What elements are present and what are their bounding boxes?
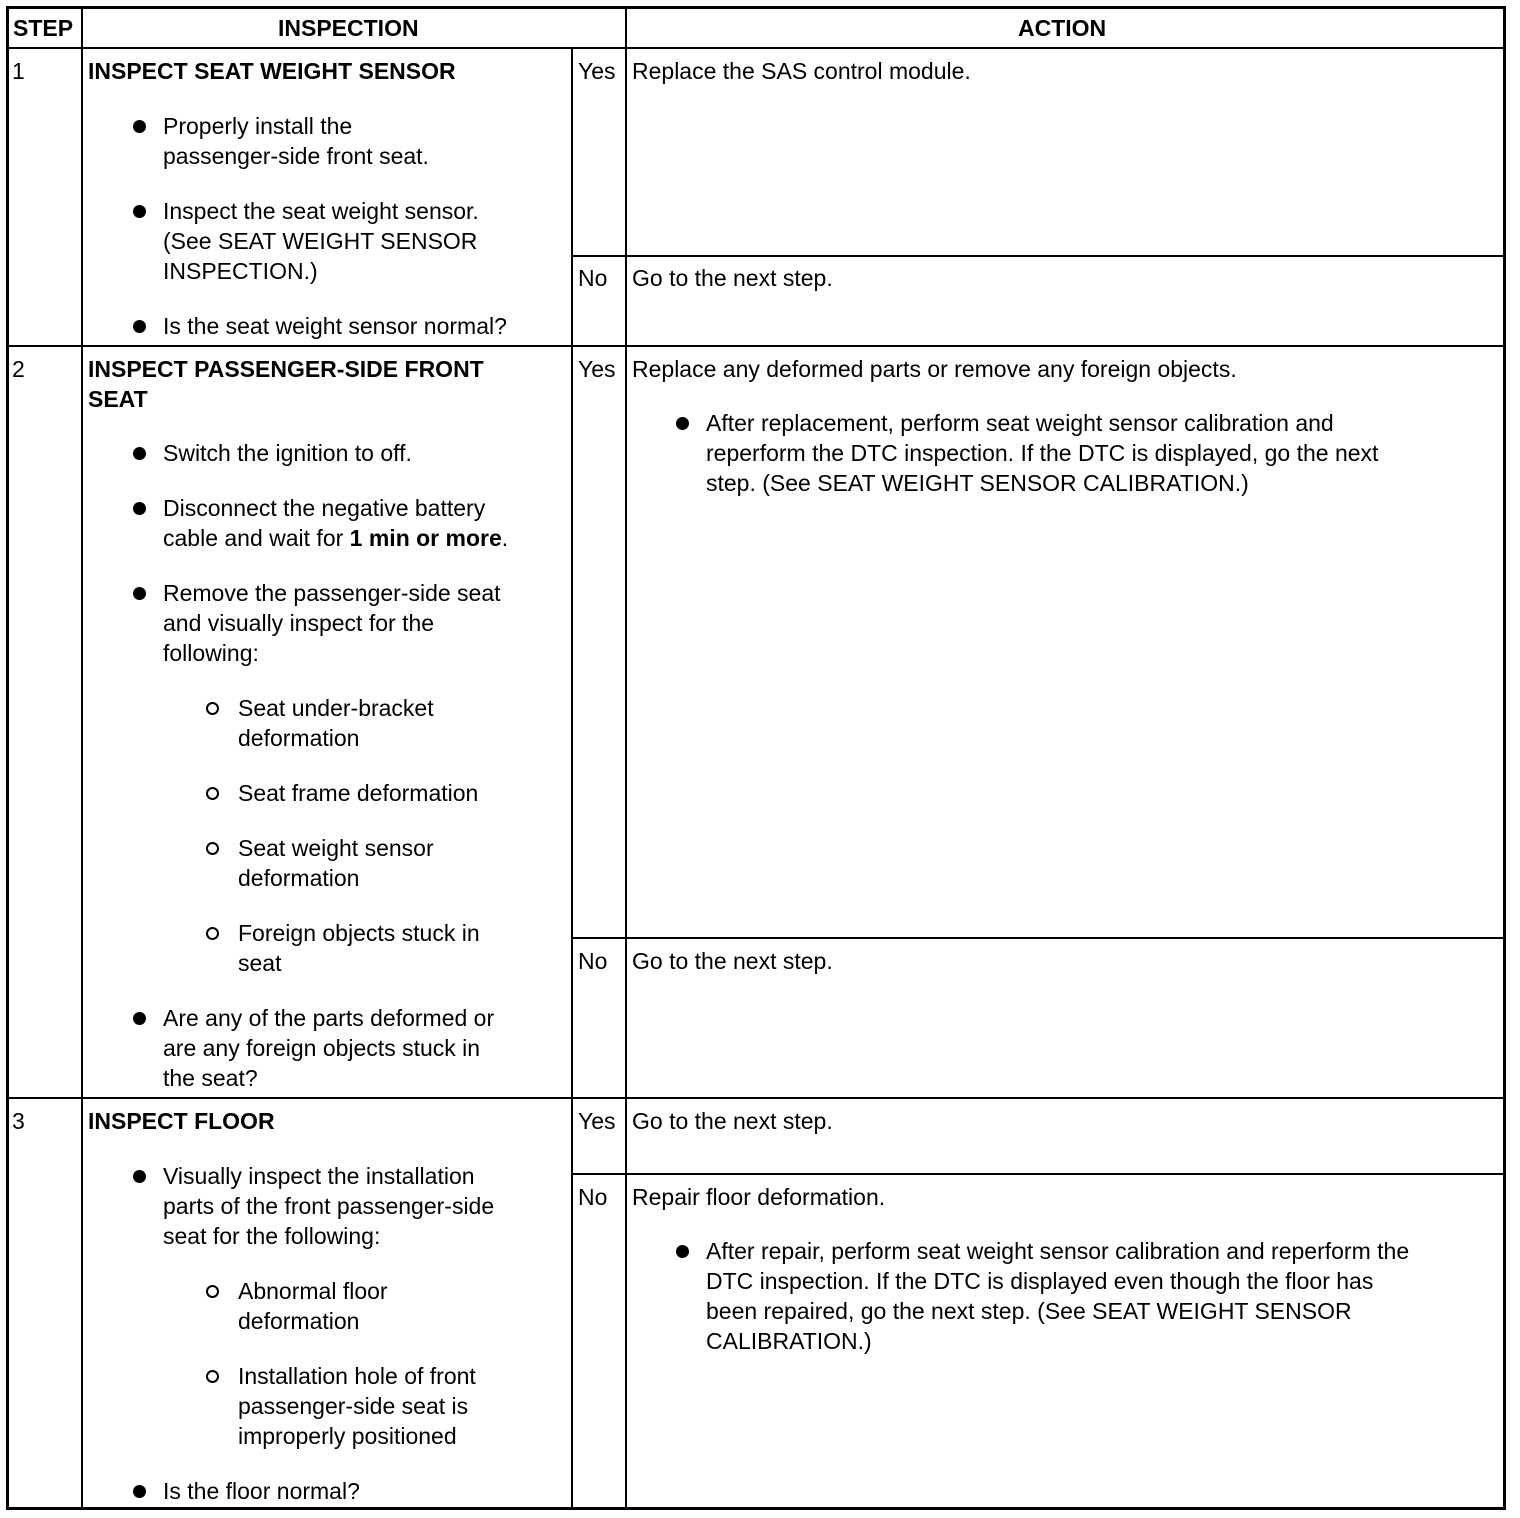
inspection-sub-bullet: Seat frame deformation (238, 780, 479, 806)
col-divider-action (625, 6, 627, 1510)
bullet-icon (133, 1170, 146, 1183)
row-divider-2-3 (6, 1097, 1506, 1099)
bullet-icon (133, 320, 146, 333)
bullet-icon (133, 587, 146, 600)
inspection-bullet: Is the seat weight sensor normal? (163, 313, 507, 339)
inspection-sub-bullet: Seat weight sensor (238, 835, 434, 861)
inspection-sub-bullet: deformation (238, 725, 360, 751)
bullet-icon (676, 1245, 689, 1258)
header-inspection: INSPECTION (278, 15, 419, 41)
col-divider-step (81, 6, 83, 1510)
action-text: Repair floor deformation. (632, 1184, 886, 1210)
yes-label: Yes (578, 1108, 616, 1134)
inspection-bullet: Disconnect the negative battery (163, 495, 486, 521)
bullet-icon (676, 417, 689, 430)
no-label: No (578, 948, 608, 974)
yes-label: Yes (578, 58, 616, 84)
step-title: SEAT (88, 386, 148, 412)
inspection-bullet: Are any of the parts deformed or (163, 1005, 495, 1031)
action-bullet: After repair, perform seat weight sensor calibration and reperform the (706, 1238, 1410, 1264)
action-text: Replace any deformed parts or remove any foreign objects. (632, 356, 1237, 382)
bullet-icon (133, 1485, 146, 1498)
bullet-icon (133, 120, 146, 133)
step-title: INSPECT FLOOR (88, 1108, 275, 1134)
row-divider-1-2 (6, 345, 1506, 347)
inspection-bullet: Properly install the (163, 113, 353, 139)
action-text: Replace the SAS control module. (632, 58, 971, 84)
sub-bullet-icon (206, 787, 219, 800)
sub-bullet-icon (206, 927, 219, 940)
step-title: INSPECT SEAT WEIGHT SENSOR (88, 58, 456, 84)
sub-bullet-icon (206, 1285, 219, 1298)
no-label: No (578, 1184, 608, 1210)
action-bullet: CALIBRATION.) (706, 1328, 872, 1354)
header-divider (6, 47, 1506, 49)
step-number: 2 (12, 356, 25, 382)
inspection-sub-bullet: Seat under-bracket (238, 695, 434, 721)
inspection-sub-bullet: Installation hole of front (238, 1363, 476, 1389)
inspection-bullet: following: (163, 640, 259, 666)
sub-bullet-icon (206, 842, 219, 855)
inspection-bullet: Switch the ignition to off. (163, 440, 412, 466)
action-bullet: reperform the DTC inspection. If the DTC is displayed, go the next (706, 440, 1379, 466)
inspection-bullet: Visually inspect the installation (163, 1163, 475, 1189)
sub-bullet-icon (206, 1370, 219, 1383)
inspection-bullet: INSPECTION.) (163, 258, 318, 284)
inspection-bullet: parts of the front passenger-side (163, 1193, 495, 1219)
header-step: STEP (13, 15, 74, 41)
bullet-icon (133, 1012, 146, 1025)
action-text: Go to the next step. (632, 948, 833, 974)
step-number: 3 (12, 1108, 25, 1134)
action-text: Go to the next step. (632, 1108, 833, 1134)
inspection-bullet: and visually inspect for the (163, 610, 435, 636)
action-bullet: After replacement, perform seat weight sensor calibration and (706, 410, 1334, 436)
inspection-sub-bullet: improperly positioned (238, 1423, 457, 1449)
col-divider-inspection (571, 48, 573, 1510)
inspection-sub-bullet: deformation (238, 865, 360, 891)
inspection-sub-bullet: seat (238, 950, 282, 976)
header-action: ACTION (1018, 15, 1107, 41)
inspection-bullet: passenger-side front seat. (163, 143, 429, 169)
inspection-bullet: Remove the passenger-side seat (163, 580, 501, 606)
inspection-bullet: (See SEAT WEIGHT SENSOR (163, 228, 478, 254)
action-bullet: step. (See SEAT WEIGHT SENSOR CALIBRATION.) (706, 470, 1249, 496)
inspection-bullet: Is the floor normal? (163, 1478, 360, 1504)
inspection-bullet: are any foreign objects stuck in (163, 1035, 481, 1061)
action-text: Go to the next step. (632, 265, 833, 291)
action-bullet: been repaired, go the next step. (See SEAT WEIGHT SENSOR (706, 1298, 1352, 1324)
step-number: 1 (12, 58, 25, 84)
yes-no-divider-3 (572, 1173, 1506, 1175)
yes-label: Yes (578, 356, 616, 382)
inspection-sub-bullet: Abnormal floor (238, 1278, 388, 1304)
yes-no-divider-2 (572, 937, 1506, 939)
step-title: INSPECT PASSENGER-SIDE FRONT (88, 356, 484, 382)
yes-no-divider-1 (572, 255, 1506, 257)
inspection-sub-bullet: passenger-side seat is (238, 1393, 469, 1419)
bullet-icon (133, 447, 146, 460)
action-bullet: DTC inspection. If the DTC is displayed even though the floor has (706, 1268, 1374, 1294)
no-label: No (578, 265, 608, 291)
bullet-icon (133, 502, 146, 515)
inspection-bullet: the seat? (163, 1065, 258, 1091)
sub-bullet-icon (206, 702, 219, 715)
inspection-bullet: cable and wait for 1 min or more. (163, 525, 509, 551)
bullet-icon (133, 205, 146, 218)
inspection-bullet: seat for the following: (163, 1223, 381, 1249)
inspection-sub-bullet: Foreign objects stuck in (238, 920, 480, 946)
inspection-bullet: Inspect the seat weight sensor. (163, 198, 479, 224)
inspection-sub-bullet: deformation (238, 1308, 360, 1334)
